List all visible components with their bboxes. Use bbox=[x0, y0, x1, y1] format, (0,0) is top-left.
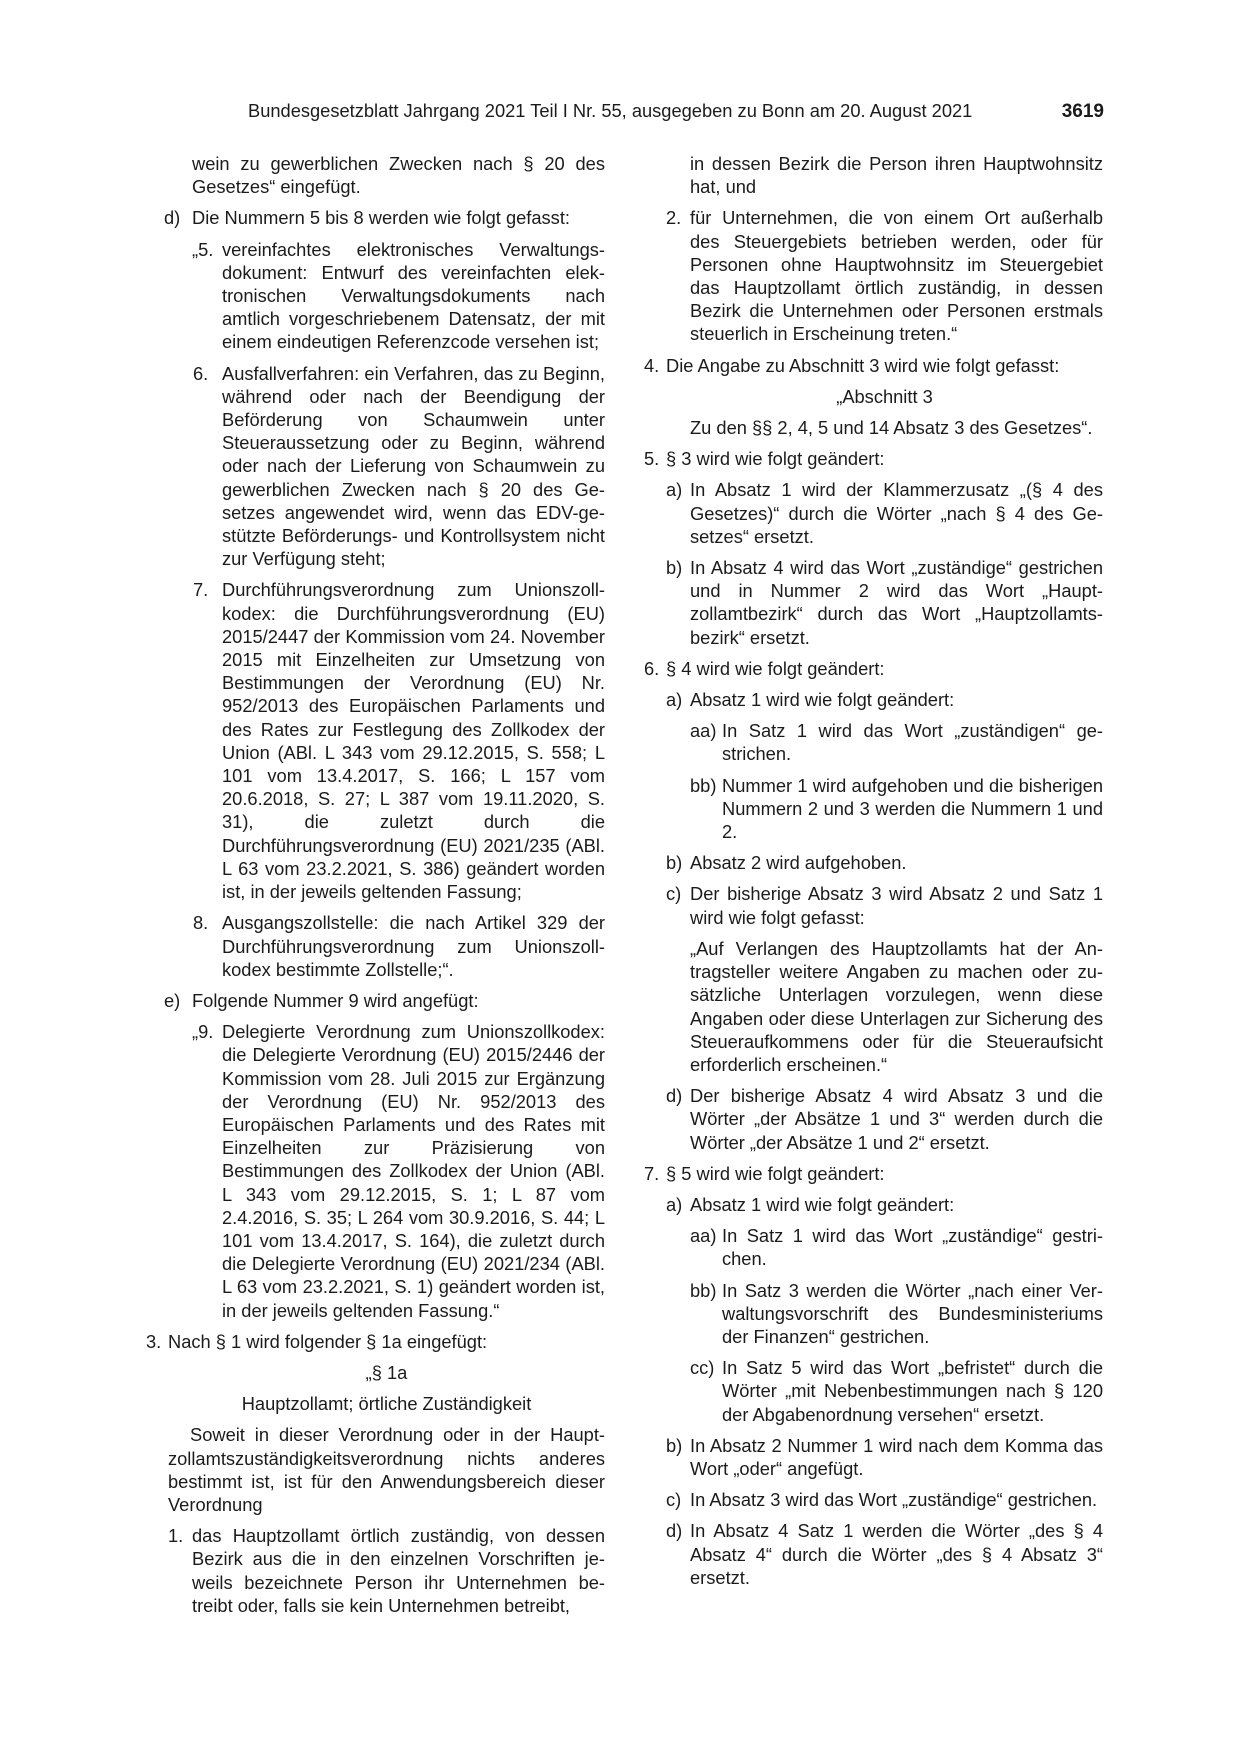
item-label: bb) bbox=[690, 774, 717, 796]
item-text: Ausgangszollstelle: die nach Artikel 329 der Durchführungsverordnung zum Unionszollkodex bestimmte Zollstelle;“. bbox=[222, 912, 605, 980]
section-paragraph: Soweit in dieser Verordnung oder in der Hauptzollamtszuständigkeitsverordnung nichts anderes bestimmt ist, ist für den Anwendungsbereich dieser Verordnung bbox=[168, 1424, 605, 1515]
item-5 bbox=[644, 447, 1103, 470]
item-label: b) bbox=[666, 557, 683, 579]
item-6a-aa bbox=[644, 719, 1103, 765]
item-6d bbox=[644, 1084, 1103, 1154]
item-label: 5. bbox=[644, 448, 660, 470]
item-6a-bb bbox=[644, 774, 1103, 844]
item-e bbox=[146, 989, 605, 1012]
item-text: Absatz 1 wird wie folgt geändert: bbox=[690, 1193, 955, 1215]
item-text: Durchführungsverordnung zum Unionszollkodex: die Durchführungsverordnung (EU) 2015/2447 der Kommission vom 24. November 2015 mit Einzelheiten zur Umsetzung von Bestimmungen der Verordnung (EU) Nr. 952/2013 des Europäischen Parlaments und des Rates zur Festlegung des Zollkodex der Union (ABl. L 343 vom 29.12.2015, S. 558; L 101 vom 13.4.2017, S. 166; L 157 vom 20.6.2018, S. 27; L 387 vom 19.11.2020, S. 31), die zuletzt durch die Durchführungsverordnung (EU) 2021/235 (ABl. L 63 vom 23.2.2021, S. 386) geändert worden ist, in der jeweils geltenden Fassung; bbox=[222, 579, 605, 903]
item-label: 7. bbox=[193, 579, 209, 601]
page-number: 3619 bbox=[1061, 101, 1104, 122]
item-5b bbox=[644, 556, 1103, 649]
quoted-sentence: „Auf Verlangen des Hauptzollamts hat der Antragsteller weitere Angaben zu machen oder zusätzliche Unterlagen vorzulegen, wenn diese Angaben oder diese Unterlagen zur Sicherung des Steueraufkommens oder für die Steueraufsicht erforderlich erscheinen.“ bbox=[690, 937, 1103, 1075]
item-3 bbox=[146, 1330, 605, 1353]
section-item-2 bbox=[644, 206, 1103, 345]
section-title: Hauptzollamt; örtliche Zuständigkeit bbox=[241, 1393, 532, 1415]
continued-text: in dessen Bezirk die Person ihren Hauptwohnsitz hat, und bbox=[690, 153, 1103, 198]
section-paragraph: Zu den §§ 2, 4, 5 und 14 Absatz 3 des Gesetzes“. bbox=[690, 417, 1093, 439]
item-label: d) bbox=[666, 1085, 683, 1107]
continued-text: wein zu gewerblichen Zwecken nach § 20 des Gesetzes“ eingefügt. bbox=[192, 153, 605, 198]
item-text: In Absatz 4 wird das Wort „zuständige“ gestrichen und in Nummer 2 wird das Wort „Hauptzollamtbezirk“ durch das Wort „Hauptzollamtsbezirk“ ersetzt. bbox=[690, 557, 1103, 648]
item-label: a) bbox=[666, 689, 683, 711]
item-label: a) bbox=[666, 1193, 683, 1215]
item-text: das Hauptzollamt örtlich zuständig, von dessen Bezirk aus die in den einzelnen Vorschriften jeweils bezeichnete Person ihr Unternehmen betreibt oder, falls sie kein Unternehmen betreibt, bbox=[192, 1525, 605, 1616]
item-text: Der bisherige Absatz 4 wird Absatz 3 und die Wörter „der Absätze 1 und 3“ werden durch die Wörter „der Absätze 1 und 2“ ersetzt. bbox=[690, 1085, 1103, 1153]
item-label: 1. bbox=[168, 1525, 184, 1547]
item-label: d) bbox=[666, 1520, 683, 1542]
item-text: Nach § 1 wird folgender § 1a eingefügt: bbox=[168, 1330, 488, 1352]
item-text: Der bisherige Absatz 3 wird Absatz 2 und Satz 1 wird wie folgt gefasst: bbox=[690, 883, 1103, 928]
item-label: c) bbox=[666, 1489, 682, 1511]
item-7a-cc bbox=[644, 1356, 1103, 1426]
item-text: Absatz 2 wird aufgehoben. bbox=[690, 852, 907, 874]
section-item-1 bbox=[146, 1524, 605, 1617]
item-5a bbox=[644, 478, 1103, 548]
item-label: e) bbox=[164, 989, 181, 1011]
item-7a-aa bbox=[644, 1224, 1103, 1270]
item-text: für Unternehmen, die von einem Ort außerhalb des Steuergebiets betrieben werden, oder für Personen ohne Hauptwohnsitz im Steuergebiet das Hauptzollamt örtlich zuständig, in dessen Bezirk die Unternehmen oder Personen erstmals steuerlich in Erscheinung treten.“ bbox=[690, 207, 1103, 345]
item-text: In Absatz 4 Satz 1 werden die Wörter „des § 4 Absatz 4“ durch die Wörter „des § 4 Absatz 3“ ersetzt. bbox=[690, 1520, 1103, 1588]
section-heading: „Abschnitt 3 bbox=[836, 385, 933, 407]
item-label: bb) bbox=[690, 1279, 717, 1301]
item-label: „5. bbox=[192, 238, 214, 260]
item-text: In Absatz 3 wird das Wort „zuständige“ gestrichen. bbox=[690, 1489, 1098, 1511]
item-text: vereinfachtes elektronisches Verwaltungsdokument: Entwurf des vereinfachten elektronischen Verwaltungsdokuments nach amtlich vorgeschriebenem Datensatz, der mit einem eindeutigen Referenzcode versehen ist; bbox=[222, 238, 605, 353]
item-7a bbox=[644, 1193, 1103, 1216]
item-label: a) bbox=[666, 479, 683, 501]
item-d bbox=[146, 206, 605, 229]
item-label: b) bbox=[666, 1434, 683, 1456]
item-text: In Absatz 1 wird der Klammerzusatz „(§ 4 des Gesetzes)“ durch die Wörter „nach § 4 des Gesetzes“ ersetzt. bbox=[690, 479, 1103, 547]
item-text: In Satz 1 wird das Wort „zuständigen“ gestrichen. bbox=[722, 720, 1103, 765]
item-label: cc) bbox=[690, 1357, 715, 1379]
item-text: Ausfallverfahren: ein Verfahren, das zu Beginn, während oder nach der Beendigung der Beförderung von Schaumwein unter Steueraussetzung oder zu Beginn, während oder nach der Lieferung von Schaumwein zu gewerblichen Zwecken nach § 20 des Gesetzes angewendet wird, wenn das EDV-gestützte Beförderungs- und Kontrollsystem nicht zur Verfügung steht; bbox=[222, 362, 605, 570]
item-6c bbox=[644, 882, 1103, 928]
item-text: Absatz 1 wird wie folgt geändert: bbox=[690, 689, 955, 711]
item-7a-bb bbox=[644, 1279, 1103, 1349]
item-text: Delegierte Verordnung zum Unionszollkodex: die Delegierte Verordnung (EU) 2015/2446 der Kommission vom 28. Juli 2015 zur Ergänzung der Verordnung (EU) Nr. 952/2013 des Europäischen Parlaments und des Rates mit Einzelheiten zur Präzisierung von Bestimmungen des Zollkodex der Union (ABl. L 343 vom 29.12.2015, S. 1; L 87 vom 2.4.2016, S. 35; L 264 vom 30.9.2016, S. 44; L 101 vom 13.4.2017, S. 164), die zuletzt durch die Delegierte Verordnung (EU) 2021/234 (ABl. L 63 vom 23.2.2021, S. 1) geändert worden ist, in der jeweils geltenden Fassung.“ bbox=[222, 1021, 605, 1321]
item-label: 8. bbox=[193, 912, 209, 934]
item-text: Die Nummern 5 bis 8 werden wie folgt gefasst: bbox=[192, 207, 570, 229]
item-text: Nummer 1 wird aufgehoben und die bisherigen Nummern 2 und 3 werden die Nummern 1 und 2. bbox=[722, 774, 1103, 843]
item-label: 6. bbox=[644, 657, 660, 679]
item-label: 4. bbox=[644, 354, 660, 376]
item-label: 6. bbox=[193, 362, 209, 384]
header-title: Bundesgesetzblatt Jahrgang 2021 Teil I Nr. 55, ausgegeben zu Bonn am 20. August 2021 bbox=[248, 100, 973, 121]
item-text: Die Angabe zu Abschnitt 3 wird wie folgt gefasst: bbox=[666, 354, 1060, 376]
item-label: 2. bbox=[666, 207, 682, 229]
item-label: d) bbox=[164, 207, 181, 229]
right-column bbox=[644, 152, 1103, 1589]
item-text: In Satz 5 wird das Wort „befristet“ durch die Wörter „mit Nebenbestimmungen nach § 120 der Abgabenordnung versehen“ ersetzt. bbox=[722, 1357, 1103, 1425]
item-text: In Absatz 2 Nummer 1 wird nach dem Komma das Wort „oder“ angefügt. bbox=[690, 1434, 1103, 1479]
item-text: § 3 wird wie folgt geändert: bbox=[666, 448, 885, 470]
item-text: § 5 wird wie folgt geändert: bbox=[666, 1162, 885, 1184]
item-label: 7. bbox=[644, 1162, 660, 1184]
definition-8 bbox=[146, 911, 605, 981]
left-column bbox=[146, 152, 605, 1617]
page-header bbox=[248, 99, 1104, 123]
definition-5 bbox=[146, 238, 605, 354]
item-text: In Satz 1 wird das Wort „zuständige“ gestrichen. bbox=[722, 1225, 1103, 1270]
item-7c bbox=[644, 1488, 1103, 1511]
item-7d bbox=[644, 1519, 1103, 1589]
item-text: In Satz 3 werden die Wörter „nach einer Verwaltungsvorschrift des Bundesministeriums der Finanzen“ gestrichen. bbox=[722, 1279, 1103, 1347]
item-7b bbox=[644, 1434, 1103, 1480]
item-6a bbox=[644, 688, 1103, 711]
item-7 bbox=[644, 1162, 1103, 1185]
item-label: aa) bbox=[690, 720, 717, 742]
section-heading: „§ 1a bbox=[365, 1361, 408, 1383]
item-label: c) bbox=[666, 883, 682, 905]
item-label: aa) bbox=[690, 1225, 717, 1247]
definition-6 bbox=[146, 362, 605, 571]
item-6b bbox=[644, 851, 1103, 874]
item-6 bbox=[644, 657, 1103, 680]
item-label: „9. bbox=[192, 1021, 214, 1043]
item-4 bbox=[644, 354, 1103, 377]
item-label: b) bbox=[666, 852, 683, 874]
item-text: § 4 wird wie folgt geändert: bbox=[666, 657, 885, 679]
item-label: 3. bbox=[146, 1330, 162, 1352]
definition-7 bbox=[146, 578, 605, 903]
item-text: Folgende Nummer 9 wird angefügt: bbox=[192, 989, 479, 1011]
definition-9 bbox=[146, 1020, 605, 1322]
